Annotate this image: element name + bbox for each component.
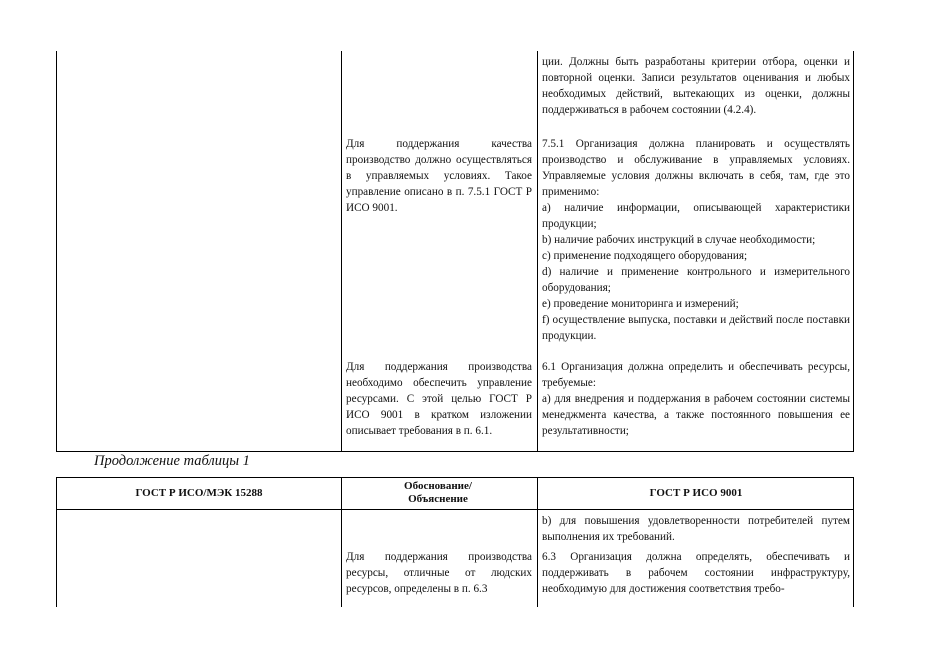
column-divider (537, 51, 538, 451)
header-gost-15288: ГОСТ Р ИСО/МЭК 15288 (135, 487, 263, 499)
header-divider (57, 509, 853, 510)
explanation-infrastructure: Для поддержания производства ресурсы, отличные от людских ресурсов, определены в п. 6.3 (346, 551, 532, 595)
paragraph: 6.1 Организация должна определить и обеспечивать ресурсы, требуемые: (542, 361, 850, 389)
explanation-resource-management: Для поддержания производства необходимо обеспечить управление ресурсами. С этой целью ГОСТ Р ИСО 9001 в кратком изложении описывает требования в п. 6.1. (346, 361, 532, 437)
header-gost-9001: ГОСТ Р ИСО 9001 (649, 487, 743, 499)
bottom-table (56, 477, 854, 607)
list-item: b) наличие рабочих инструкций в случае необходимости; (542, 234, 816, 246)
column-divider (341, 51, 342, 451)
requirement-7-5-1 (542, 136, 850, 344)
table-caption: Продолжение таблицы 1 (94, 453, 250, 469)
paragraph: 7.5.1 Организация должна планировать и осуществлять производство и обслуживание в управляемых условиях. Управляемые условия должны включать в себя, там, где это применимо: (542, 138, 850, 198)
list-item: e) проведение мониторинга и измерений; (542, 298, 739, 310)
column-divider (341, 478, 342, 607)
list-item: a) для внедрения и поддержания в рабочем состоянии системы менеджмента качества, а также постоянного повышения ее результативности; (542, 393, 850, 437)
header-explanation: Обоснование/ Объяснение (404, 480, 472, 505)
explanation-production-control: Для поддержания качества производство должно осуществляться в управляемых условиях. Такое управление описано в п. 7.5.1 ГОСТ Р ИСО 9001. (346, 138, 532, 214)
requirement-continuation: b) для повышения удовлетворенности потребителей путем выполнения их требований. (542, 515, 850, 543)
list-item: c) применение подходящего оборудования; (542, 250, 748, 262)
requirement-6-1 (542, 359, 850, 439)
requirement-continuation: ции. Должны быть разработаны критерии отбора, оценки и повторной оценки. Записи результатов оценивания и любых необходимых действий, вытекающих из оценки, должны поддерживаться в рабочем состоянии (4.2.4). (542, 56, 850, 116)
requirement-6-3: 6.3 Организация должна определять, обеспечивать и поддерживать в рабочем состоянии инфраструктуру, необходимую для достижения соответствия требо- (542, 551, 850, 595)
list-item: d) наличие и применение контрольного и измерительного оборудования; (542, 266, 850, 294)
list-item: f) осуществление выпуска, поставки и действий после поставки продукции. (542, 314, 850, 342)
list-item: a) наличие информации, описывающей характеристики продукции; (542, 202, 850, 230)
top-table (56, 51, 854, 452)
